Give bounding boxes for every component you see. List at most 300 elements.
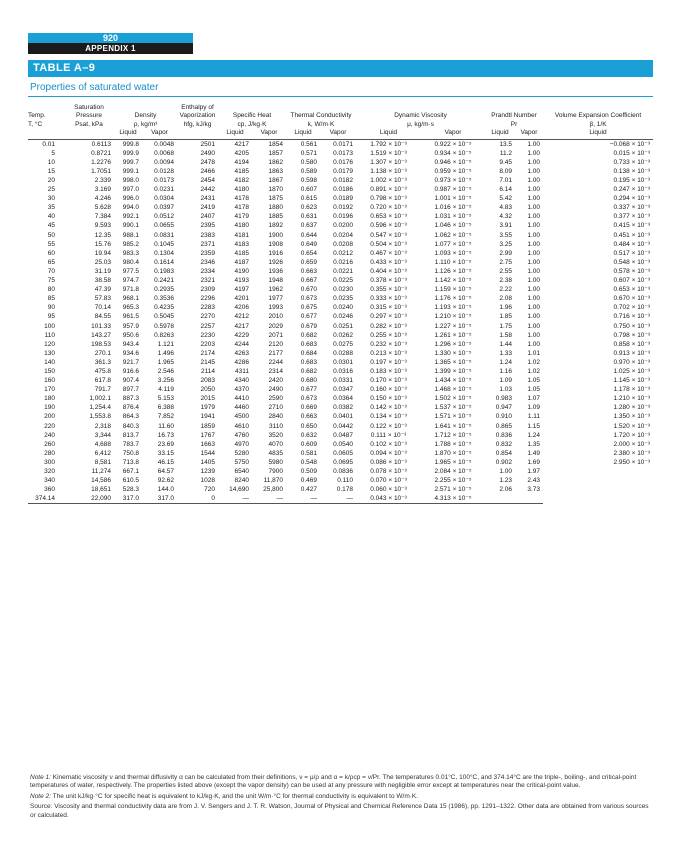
table-cell: 1.00 xyxy=(527,158,541,166)
table-cell: 0.548 × 10⁻³ xyxy=(613,258,651,266)
table-row xyxy=(28,249,653,258)
table-cell: 977.5 xyxy=(122,267,139,275)
table-cell: 1.502 × 10⁻⁵ xyxy=(434,395,472,403)
table-cell: 0.922 × 10⁻⁵ xyxy=(434,140,472,148)
enthalpy-unit: hfg, kJ/kg xyxy=(183,120,212,128)
table-cell: 0.247 × 10⁻³ xyxy=(613,186,651,194)
table-cell xyxy=(515,494,543,504)
table-cell: 160 xyxy=(44,377,55,385)
table-cell: 0.854 xyxy=(495,449,513,457)
table-cell: 999.1 xyxy=(122,167,139,175)
table-cell: 1.00 xyxy=(527,277,541,285)
table-cell: 0.891 × 10⁻³ xyxy=(370,186,407,194)
table-cell: 0.0695 xyxy=(333,458,354,466)
table-cell: 0.378 × 10⁻³ xyxy=(370,277,407,285)
table-cell: 0.060 × 10⁻³ xyxy=(370,486,407,494)
temp-header: Temp. xyxy=(28,112,46,120)
table-cell: 813.7 xyxy=(122,431,139,439)
table-row xyxy=(28,449,653,458)
table-cell: 1.02 xyxy=(527,367,541,375)
table-cell: 2.99 xyxy=(499,249,513,257)
table-cell: 0.913 × 10⁻³ xyxy=(613,349,651,357)
specific-heat-vapor-header: Vapor xyxy=(252,129,286,139)
table-cell: 1.05 xyxy=(527,377,541,385)
table-row xyxy=(28,285,653,294)
table-cell: 957.9 xyxy=(122,322,139,330)
table-row xyxy=(28,394,653,403)
table-cell: 1.062 × 10⁻⁵ xyxy=(434,231,472,239)
table-cell: 1.365 × 10⁻⁵ xyxy=(434,358,472,366)
table-cell: 1857 xyxy=(268,149,284,157)
table-cell: 0.0512 xyxy=(154,213,174,221)
note-2 xyxy=(30,793,652,801)
table-row xyxy=(28,331,653,340)
table-cell: 1936 xyxy=(268,267,284,275)
table-cell: 1.350 × 10⁻³ xyxy=(613,413,651,421)
table-cell: 1.00 xyxy=(527,222,541,230)
table-cell: 2.084 × 10⁻⁵ xyxy=(434,468,472,475)
table-cell: 55 xyxy=(47,240,55,248)
table-cell: 110 xyxy=(44,331,55,339)
page-number: 920 xyxy=(28,33,193,43)
table-cell: 0.183 × 10⁻³ xyxy=(370,367,407,375)
table-cell: 2321 xyxy=(200,277,215,285)
table-cell: 0.0179 xyxy=(333,167,354,175)
table-notes xyxy=(30,774,652,822)
table-cell: 1.00 xyxy=(527,213,541,221)
table-cell: 1.537 × 10⁻⁵ xyxy=(434,404,472,412)
table-cell: 180 xyxy=(44,395,55,403)
table-cell: 2071 xyxy=(268,331,284,339)
table-cell: 1.00 xyxy=(527,340,541,348)
table-cell: 0.170 × 10⁻³ xyxy=(370,377,407,385)
table-cell: 2.38 xyxy=(499,277,513,285)
table-cell: 1.00 xyxy=(527,304,541,312)
table-cell: 1.00 xyxy=(527,186,541,194)
table-cell: 1.00 xyxy=(527,195,541,203)
table-cell: 1.07 xyxy=(527,395,541,403)
table-cell: 70 xyxy=(47,267,55,275)
table-cell: 1.227 × 10⁻⁵ xyxy=(434,322,472,330)
unit-header-row xyxy=(28,121,653,129)
table-cell: 950.6 xyxy=(122,331,139,339)
table-cell: 0.2935 xyxy=(154,286,174,294)
table-cell: 2314 xyxy=(268,367,284,375)
table-cell: 1.44 xyxy=(499,340,513,348)
table-cell: 1979 xyxy=(200,404,215,412)
table-cell: 1.720 × 10⁻³ xyxy=(613,431,651,439)
table-cell: 1880 xyxy=(268,204,284,212)
table-cell: 0.649 xyxy=(300,240,318,248)
table-cell: 1.142 × 10⁻⁵ xyxy=(434,277,472,285)
table-cell: 0.1304 xyxy=(154,249,174,257)
table-cell: 2145 xyxy=(200,358,215,366)
table-cell: 360 xyxy=(44,486,55,494)
table-cell: 0.110 xyxy=(337,477,354,485)
table-cell: 3.256 xyxy=(157,377,174,385)
table-cell: 750.8 xyxy=(122,449,139,457)
table-cell: 0.333 × 10⁻³ xyxy=(370,295,407,303)
table-cell: 25,800 xyxy=(263,486,284,494)
table-cell: 0.427 xyxy=(300,486,318,494)
enthalpy-header: Enthalpy of Vaporization xyxy=(179,104,216,120)
table-cell: 1.110 × 10⁻⁵ xyxy=(434,258,472,266)
table-cell: 864.3 xyxy=(122,413,139,421)
table-cell: 985.2 xyxy=(122,240,139,248)
table-cell: 0.679 xyxy=(300,322,318,330)
table-cell: 1544 xyxy=(200,449,215,457)
table-cell: 0.959 × 10⁻⁵ xyxy=(434,167,472,175)
table-cell: 0.0331 xyxy=(333,377,354,385)
table-row xyxy=(28,258,653,267)
table-cell: 4178 xyxy=(234,195,249,203)
table-cell: 0.663 xyxy=(300,267,318,275)
table-cell: 0.337 × 10⁻³ xyxy=(613,204,651,212)
table-cell: 2.380 × 10⁻³ xyxy=(613,449,651,457)
table-row xyxy=(28,194,653,203)
table-cell: 2490 xyxy=(200,149,215,157)
table-cell: 1.2276 xyxy=(91,158,111,166)
table-cell: 101.33 xyxy=(91,322,111,330)
table-cell: 1663 xyxy=(200,440,215,448)
table-cell: 2177 xyxy=(268,349,284,357)
table-cell: 0.0225 xyxy=(333,277,354,285)
table-cell: 0.581 xyxy=(300,449,318,457)
table-cell: 0.677 xyxy=(300,313,318,321)
table-cell: 1.00 xyxy=(527,231,541,239)
table-cell: 220 xyxy=(44,422,55,430)
table-cell: 0.1983 xyxy=(154,267,174,275)
density-liquid-header: Liquid xyxy=(114,129,142,139)
table-cell: 0.680 xyxy=(300,377,318,385)
table-cell: 1.23 xyxy=(499,477,513,485)
table-cell: 3.73 xyxy=(527,486,541,494)
table-cell: 200 xyxy=(44,413,55,421)
table-cell: 2.546 xyxy=(157,367,174,375)
table-cell: 2.571 × 10⁻⁵ xyxy=(434,486,472,494)
specific-heat-unit: cp, J/kg·K xyxy=(237,120,267,128)
table-cell: 1.00 xyxy=(527,149,541,157)
table-cell: 0.683 xyxy=(300,340,318,348)
sat-pressure-header: Saturation Pressure xyxy=(74,104,104,120)
table-cell: 0.598 xyxy=(300,177,318,184)
table-row xyxy=(28,167,653,176)
table-cell: 1867 xyxy=(268,177,284,184)
table-cell: 1.330 × 10⁻⁵ xyxy=(434,349,472,357)
table-cell: 876.4 xyxy=(122,404,139,412)
table-cell: 4263 xyxy=(234,349,249,357)
table-cell: 0.0176 xyxy=(333,158,354,166)
table-cell: 2501 xyxy=(200,140,215,148)
table-cell: 1.031 × 10⁻⁵ xyxy=(434,213,472,221)
table-cell: 5.153 xyxy=(157,395,174,403)
table-cell: 1.712 × 10⁻⁵ xyxy=(434,431,472,439)
table-cell: 7.384 xyxy=(94,213,111,221)
table-cell: 0.677 xyxy=(300,386,318,394)
table-cell: 4760 xyxy=(234,431,249,439)
table-cell: 0.0262 xyxy=(333,331,354,339)
table-row xyxy=(28,403,653,412)
viscosity-liquid-header: Liquid xyxy=(356,129,421,139)
table-cell: 2257 xyxy=(200,322,215,330)
table-cell: 0.561 xyxy=(300,140,318,148)
table-cell: 12.35 xyxy=(94,231,111,239)
table-row xyxy=(28,267,653,276)
table-cell: 0.650 xyxy=(300,422,318,430)
table-cell: 170 xyxy=(44,386,55,394)
table-cell: 4,688 xyxy=(94,440,111,448)
note-1 xyxy=(30,774,652,791)
table-cell: 4229 xyxy=(234,331,249,339)
table-cell: 2283 xyxy=(200,304,215,312)
table-cell: 961.5 xyxy=(122,313,139,321)
table-cell: 0.654 xyxy=(300,249,318,257)
table-cell: 4311 xyxy=(235,367,249,375)
table-cell: 0.0275 xyxy=(333,340,354,348)
table-cell: 2840 xyxy=(268,413,284,421)
table-cell: 30 xyxy=(47,195,55,203)
table-cell: 0.315 × 10⁻³ xyxy=(370,304,407,312)
table-cell: 1.520 × 10⁻³ xyxy=(613,422,651,430)
table-cell: 1.399 × 10⁻⁵ xyxy=(434,367,472,375)
table-cell: 3.91 xyxy=(499,222,513,230)
table-cell: −0.068 × 10⁻³ xyxy=(609,140,651,148)
table-cell: 0.0540 xyxy=(333,440,354,448)
table-cell: 2346 xyxy=(200,258,215,266)
table-cell: 0.548 xyxy=(300,458,318,466)
table-cell: 0.947 xyxy=(495,404,513,412)
table-cell: 4206 xyxy=(234,304,249,312)
table-cell: 1908 xyxy=(268,240,284,248)
table-cell xyxy=(485,494,515,504)
table-row xyxy=(28,440,653,449)
table-cell: 1405 xyxy=(200,458,215,466)
table-cell: 0.0192 xyxy=(333,204,354,212)
table-cell: 0.0605 xyxy=(333,449,354,457)
table-cell: 2270 xyxy=(200,313,215,321)
table-cell: 1.00 xyxy=(499,468,513,475)
table-cell: 0.623 xyxy=(300,204,318,212)
table-cell: 4460 xyxy=(234,404,249,412)
table-cell: 0.178 xyxy=(336,486,354,494)
expansion-liquid-header: Liquid xyxy=(543,129,653,139)
prandtl-unit: Pr xyxy=(510,120,518,128)
table-cell: 57.83 xyxy=(94,295,111,303)
table-cell: 1.00 xyxy=(527,204,541,212)
table-cell: 610.5 xyxy=(122,477,139,485)
table-cell: 3110 xyxy=(269,422,284,430)
table-cell: 0.663 xyxy=(300,413,318,421)
table-cell: 916.6 xyxy=(122,367,139,375)
table-cell: 1,553.8 xyxy=(89,413,111,421)
table-cell: 0.1614 xyxy=(154,258,174,266)
table-cell: 45 xyxy=(47,222,55,230)
table-cell: 0.865 xyxy=(495,422,513,430)
table-cell: 144.0 xyxy=(157,486,174,494)
table-row xyxy=(28,385,653,394)
table-row xyxy=(28,485,653,494)
table-cell: 1854 xyxy=(268,140,284,148)
table-cell: 270.1 xyxy=(94,349,111,357)
table-cell: 0.138 × 10⁻³ xyxy=(613,167,651,175)
table-cell: 0.637 xyxy=(300,222,318,230)
table-cell: 0.070 × 10⁻³ xyxy=(370,477,407,485)
table-cell: 0.150 × 10⁻³ xyxy=(370,395,407,403)
table-cell: 0.0364 xyxy=(333,395,354,403)
table-cell: 120 xyxy=(44,340,55,348)
table-cell: 0.102 × 10⁻³ xyxy=(370,440,407,448)
table-cell: 0.01 xyxy=(42,140,55,148)
table-cell: 0.111 × 10⁻³ xyxy=(370,431,407,439)
table-cell: 0.607 xyxy=(300,186,318,194)
table-cell: 0.3536 xyxy=(154,295,174,303)
table-cell: 1926 xyxy=(268,258,284,266)
subtitle-divider xyxy=(28,96,653,97)
prandtl-vapor-header: Vapor xyxy=(515,129,543,139)
table-cell: 280 xyxy=(44,449,55,457)
table-cell: 0.798 × 10⁻³ xyxy=(613,331,651,339)
table-cell: 0.987 × 10⁻⁵ xyxy=(434,186,472,194)
table-cell: 1916 xyxy=(268,249,284,257)
table-cell: 317.0 xyxy=(114,494,142,504)
table-cell: 4217 xyxy=(234,322,249,330)
density-vapor-header: Vapor xyxy=(142,129,177,139)
dynamic-viscosity-header: Dynamic Viscosity xyxy=(394,112,447,120)
table-cell: 1.7051 xyxy=(91,167,111,175)
table-cell: 3.169 xyxy=(94,186,111,194)
table-cell: 11,870 xyxy=(263,477,284,485)
table-row xyxy=(28,422,653,431)
table-cell: 980.4 xyxy=(122,258,139,266)
table-cell: 320 xyxy=(44,468,55,475)
table-cell: 1875 xyxy=(268,195,284,203)
table-cell: 791.7 xyxy=(94,386,111,394)
specific-heat-header: Specific Heat xyxy=(232,112,272,120)
table-cell: 2454 xyxy=(200,177,215,184)
table-cell: 11,274 xyxy=(91,468,111,475)
table-cell: 1.33 xyxy=(499,349,513,357)
table-cell: 1.138 × 10⁻³ xyxy=(370,167,407,175)
table-cell: 2.339 xyxy=(94,177,111,184)
table-cell: 0.504 × 10⁻³ xyxy=(370,240,407,248)
table-cell: 1.965 xyxy=(157,358,174,366)
table-cell: 0.716 × 10⁻³ xyxy=(613,313,651,321)
table-cell: 0.0316 xyxy=(333,367,354,375)
table-cell: 0.5978 xyxy=(154,322,174,330)
table-cell: 2120 xyxy=(268,340,284,348)
table-cell: 0.0204 xyxy=(333,231,354,239)
table-cell: 0.0235 xyxy=(333,295,354,303)
table-cell: 0.0347 xyxy=(333,386,354,394)
table-cell: 2.75 xyxy=(499,258,513,266)
table-row xyxy=(28,312,653,321)
table-cell: 2230 xyxy=(200,331,215,339)
table-row xyxy=(28,139,653,149)
table-row xyxy=(28,358,653,367)
table-cell: 0.0216 xyxy=(333,258,354,266)
table-cell: 11.2 xyxy=(499,149,513,157)
table-cell: 0.195 × 10⁻³ xyxy=(613,177,651,184)
table-cell: 1.02 xyxy=(527,358,541,366)
table-cell: 0.451 × 10⁻³ xyxy=(613,231,651,239)
table-cell: 2419 xyxy=(200,204,215,212)
table-cell: 0.086 × 10⁻³ xyxy=(370,458,407,466)
table-cell: 0.682 xyxy=(300,367,318,375)
table-cell: 4835 xyxy=(268,449,284,457)
table-cell: 0 xyxy=(177,494,218,504)
table-cell: 1.97 xyxy=(527,468,541,475)
table-cell: 1859 xyxy=(200,422,215,430)
table-cell: 0.0836 xyxy=(333,468,354,475)
table-cell: 0.0487 xyxy=(333,431,354,439)
table-cell: 11.60 xyxy=(158,422,174,430)
table-cell: 38.58 xyxy=(94,277,111,285)
table-cell: 0.415 × 10⁻³ xyxy=(613,222,651,230)
table-cell: 0.4235 xyxy=(154,304,174,312)
table-cell: 0.0094 xyxy=(154,158,174,166)
table-cell: 0.0382 xyxy=(333,404,354,412)
table-cell: 4286 xyxy=(234,358,249,366)
table-cell: 1.046 × 10⁻⁵ xyxy=(434,222,472,230)
table-cell: 1993 xyxy=(268,304,284,312)
viscosity-vapor-header: Vapor xyxy=(421,129,485,139)
table-cell: 968.1 xyxy=(122,295,139,303)
table-cell: 50 xyxy=(47,231,55,239)
table-cell: 0.970 × 10⁻³ xyxy=(613,358,651,366)
table-cell: 0.0655 xyxy=(154,222,174,230)
table-cell: 4.119 xyxy=(158,386,174,394)
table-cell: 0.669 xyxy=(300,404,318,412)
table-cell: 5280 xyxy=(234,449,249,457)
table-row xyxy=(28,149,653,158)
table-cell: 0.0171 xyxy=(333,140,354,148)
table-cell: 7.01 xyxy=(499,177,513,184)
table-cell: 25.03 xyxy=(94,258,111,266)
table-cell: 0.858 × 10⁻³ xyxy=(613,340,651,348)
note-1-text: Kinematic viscosity ν and thermal diffusivity α can be calculated from their definitions, ν = μ/ρ and α = k/ρcp = ν/Pr. The temperatures 0.01°C, 100°C, and 374.14°C are the triple-, boiling-, and critical-point temperatures of water, respectively. The properties listed above (except the vapor density) can be used at any pressure with negligible error except at temperatures near the critical-point value. xyxy=(30,774,637,790)
table-cell: 934.6 xyxy=(122,349,139,357)
table-cell: 1.03 xyxy=(499,386,513,394)
table-cell: 0.5045 xyxy=(154,313,174,321)
table-cell: 2.22 xyxy=(499,286,513,294)
table-cell: 1.00 xyxy=(527,240,541,248)
table-cell: 1.280 × 10⁻³ xyxy=(613,404,651,412)
table-cell: 974.7 xyxy=(122,277,139,285)
table-cell: 0.946 × 10⁻⁵ xyxy=(434,158,472,166)
table-cell: 907.4 xyxy=(122,377,139,385)
table-cell: 999.7 xyxy=(122,158,139,166)
table-cell: 0.673 xyxy=(300,295,318,303)
table-cell: 617.8 xyxy=(94,377,111,385)
table-cell: 1.519 × 10⁻³ xyxy=(370,149,407,157)
table-cell: 1892 xyxy=(268,222,284,230)
table-cell: 0.683 xyxy=(300,358,318,366)
table-cell: 2.000 × 10⁻³ xyxy=(613,440,651,448)
table-cell: 1.00 xyxy=(527,258,541,266)
table-cell: 1.11 xyxy=(527,413,541,421)
table-cell: 4.32 xyxy=(499,213,513,221)
table-cell: 0.355 × 10⁻³ xyxy=(370,286,407,294)
table-cell: 1.002 × 10⁻³ xyxy=(370,177,407,184)
table-cell: 0.0401 xyxy=(333,413,354,421)
table-cell: 0.469 xyxy=(300,477,318,485)
table-cell: 0.631 xyxy=(300,213,318,221)
table-cell: 5750 xyxy=(234,458,249,466)
table-cell: 8240 xyxy=(234,477,249,485)
prandtl-header: Prandtl Number xyxy=(491,112,537,120)
note-2-text: The unit kJ/kg·°C for specific heat is equivalent to kJ/kg·K, and the unit W/m·°C for thermal conductivity is equivalent to W/m·K. xyxy=(52,792,419,800)
table-cell: 1.792 × 10⁻³ xyxy=(370,140,407,148)
